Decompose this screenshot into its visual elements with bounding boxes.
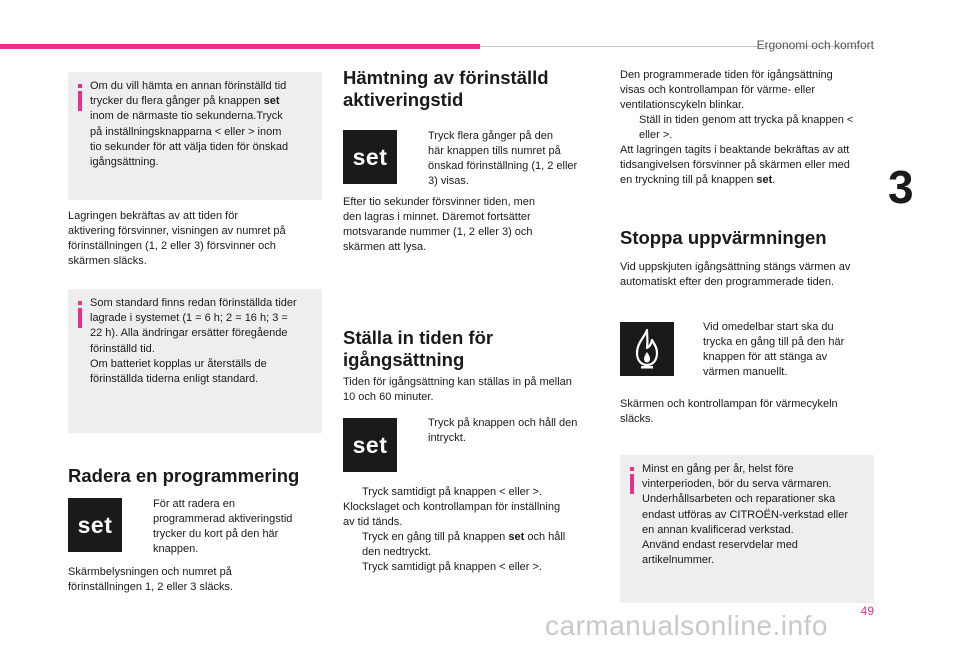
set-button-icon: set [343, 130, 397, 184]
bullet-marker [690, 320, 703, 380]
chapter-number: 3 [888, 161, 914, 213]
section-title: Ergonomi och komfort [756, 38, 874, 52]
watermark: carmanualsonline.info [545, 610, 828, 641]
bullet-marker [415, 129, 428, 189]
heating-button-icon [620, 322, 674, 376]
note-text: Minst en gång per år, helst före vinterperioden, bör du serva värmaren. Underhållsarbeten och reparationer ska endast utföras av CITROËN-verkstad eller en annan kvalificerad verkstad. Använd endast reservdelar med artikelnummer. [642, 463, 849, 567]
paragraph-display-off: Skärmbelysningen och numret på förinställningen 1, 2 eller 3 släcks. [68, 566, 234, 593]
bullet-recall-instruction: Tryck flera gånger på den här knappen tills numret på önskad förinställning (1, 2 eller 3) visas. [415, 129, 601, 189]
paragraph-ten-seconds: Efter tio sekunder försvinner tiden, men den lagras i minnet. Däremot fortsätter motsvarande nummer (1, 2 eller 3) och skärmen att lysa. [343, 196, 535, 253]
paragraph-time-range: Tiden för igångsättning kan ställas in på mellan 10 och 60 minuter. [343, 376, 572, 403]
header-accent-bar [0, 44, 480, 49]
set-button-icon: set [68, 498, 122, 552]
note-box-default-presets [68, 289, 322, 433]
page-number: 49 [860, 604, 874, 618]
bullet-press-hold: Tryck på knappen och håll den intryckt. [415, 416, 601, 446]
note-box-service [620, 455, 874, 603]
set-button-icon: set [343, 418, 397, 472]
heading-set-start-time: Ställa in tiden för igångsättning [343, 327, 494, 370]
paragraph-display-lamp-off: Skärmen och kontrollampan för värmecykeln släcks. [620, 398, 838, 425]
bullet-adjust-time: Ställ in tiden genom att trycka på knappen < eller >. [620, 113, 882, 143]
paragraph-auto-off: Vid uppskjuten igångsättning stängs värmen av automatiskt efter den programmerade tiden. [620, 261, 851, 288]
bullet-marker [620, 113, 639, 143]
bullet-marker [415, 416, 428, 446]
note-text: Om du vill hämta en annan förinställd tid trycker du flera gånger på knappen set inom de närmaste tio sekunderna.Tryck på inställningsknapparna < eller > inom tio sekunder för att välja tiden för önskad igångsättning. [90, 80, 289, 169]
paragraph-storage-confirm: Lagringen bekräftas av att tiden för aktivering försvinner, visningen av numret på förinställningen (1, 2 eller 3) försvinner och skärmen släcks. [68, 210, 286, 267]
steps-set-time: Tryck samtidigt på knappen < eller >. Klockslaget och kontrollampan för inställning av tid tänds. Tryck en gång till på knappen set och håll den nedtryckt. Tryck samtidigt på knappen < eller >. [343, 486, 566, 573]
paragraph-programmed-time: Den programmerade tiden för igångsättning visas och kontrollampan för värme- eller ventilationscykeln blinkar. [620, 69, 833, 111]
heading-recall-preset: Hämtning av förinställd aktiveringstid [343, 67, 549, 110]
flame-icon [630, 328, 664, 370]
note-text: Som standard finns redan förinställda tider lagrade i systemet (1 = 6 h; 2 = 16 h; 3 = 22 h). Alla ändringar ersätter föregående förinställd tid. Om batteriet kopplas ur återställs de förinställda tiderna enligt standard. [90, 297, 297, 386]
note-box-preset-recall [68, 72, 322, 200]
heading-stop-heating: Stoppa uppvärmningen [620, 227, 827, 248]
bullet-delete-instruction: För att radera en programmerad aktiveringstid trycker du kort på den här knappen. [140, 497, 326, 557]
heading-delete-programming: Radera en programmering [68, 465, 300, 486]
bullet-manual-off: Vid omedelbar start ska du trycka en gång till på den här knappen för att stänga av värmen manuellt. [690, 320, 876, 380]
bullet-marker [140, 497, 153, 557]
paragraph-storage-ack: Att lagringen tagits i beaktande bekräftas av att tidsangivelsen försvinner på skärmen eller med en tryckning till på knappen set. [620, 144, 850, 186]
